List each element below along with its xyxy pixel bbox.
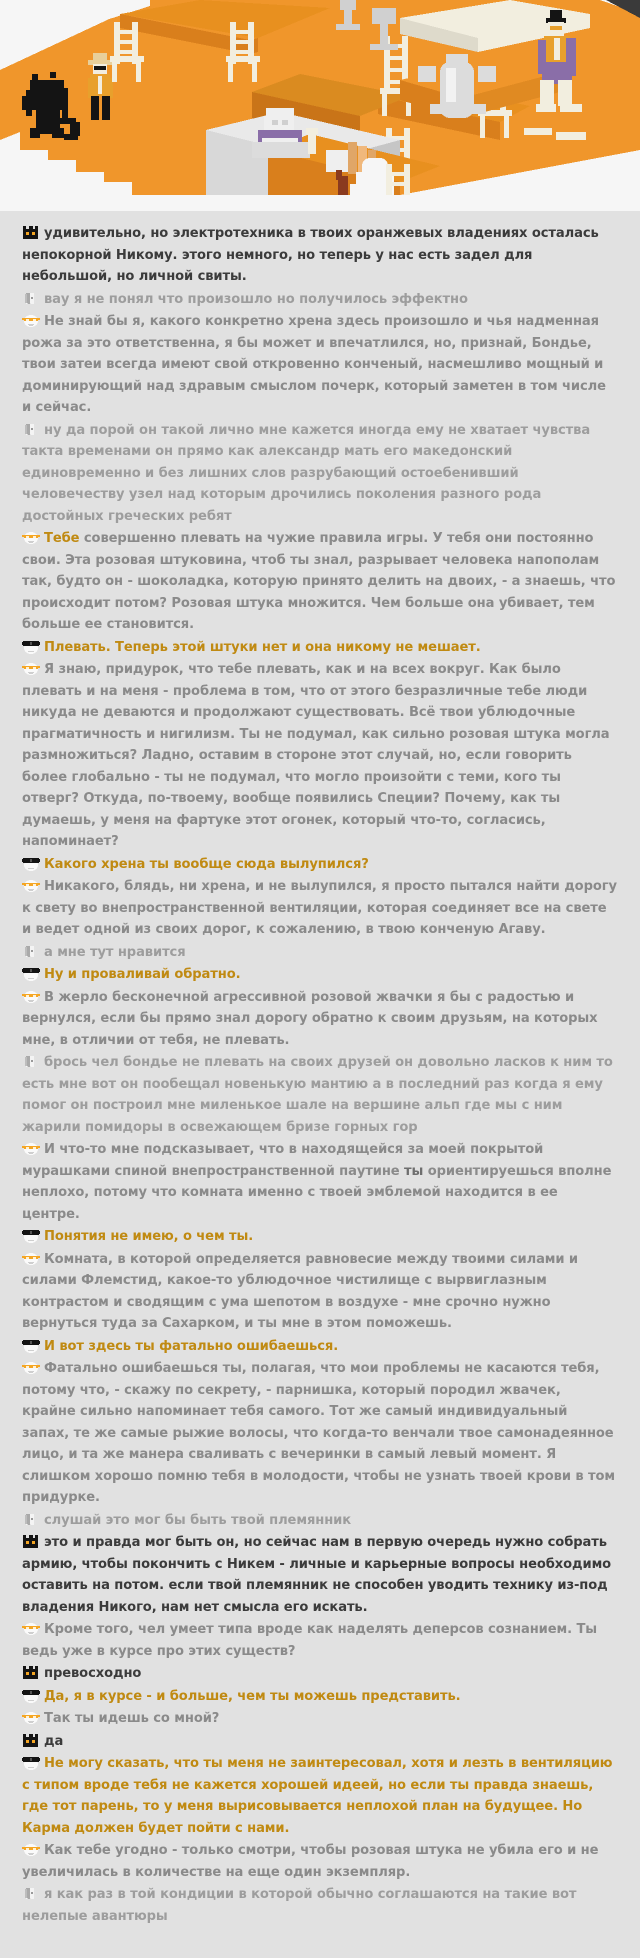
dialog-line [22, 854, 618, 876]
grey-ghost-icon [22, 1054, 40, 1069]
black-cat-head-icon [22, 1665, 40, 1680]
dialog-text: Какого хрена ты вообще сюда вылупился? [44, 856, 369, 872]
dialog-line [22, 659, 618, 853]
dialog-lead-highlight: Тебе [44, 531, 80, 546]
dialog-line [22, 1052, 618, 1138]
dialog-line [22, 1358, 618, 1509]
dialog-line [22, 1731, 618, 1753]
dialog-text: я как раз в той кондиции в которой обычно соглашаются на такие вот нелепые авантюры [22, 1887, 577, 1924]
grey-ghost-icon [22, 944, 40, 959]
black-cat-head-icon [22, 225, 40, 240]
dialog-text: Комната, в которой определяется равновесие между твоими силами и силами Флемстид, какое-то ублюдочное чистилище с вырвиглазным контрастом и сводящим с ума шепотом в воздухе - мне срочно нужно вернуться туда за Сахарком, и ты мне в этом поможешь. [22, 1251, 579, 1331]
dialog-text: И что-то мне подсказывает, что в находящейся за моей покрытой мурашками спиной внепространственной паутине [22, 1142, 544, 1179]
black-cat-head-icon [22, 1733, 40, 1748]
dialog-line [22, 1532, 618, 1618]
dialog-line [22, 311, 618, 419]
dialog-line [22, 964, 618, 986]
white-mask-orange-goggles-icon [22, 530, 40, 545]
white-head-black-shades-icon [22, 1688, 40, 1703]
isometric-room-illustration [0, 0, 640, 195]
grey-ghost-icon [22, 422, 40, 437]
dialog-text: ориентируешься вполне неплохо, потому что комната именно с твоей эмблемой находится в ее центре. [22, 1163, 612, 1222]
grey-ghost-icon [22, 1512, 40, 1527]
dialog-text: И вот здесь ты фатально ошибаешься. [44, 1338, 339, 1354]
dialog-text: Я знаю, придурок, что тебе плевать, как и на всех вокруг. Как было плевать и на меня - проблема в том, что от этого безразличные тебе люди никуда не деваются и продолжают существовать. Всё твои ублюдочные прагматичность и нигилизм. Ты не подумал, как сильно розовая штука могла размножиться? Ладно, оставим в стороне этот случай, но, если говорить более глобально - ты не подумал, что могло произойти с теми, кого ты отверг? Откуда, по-твоему, вообще появились Специи? Почему, как ты думаешь, у меня на фартуке этот огонек, который что-то, согласись, напоминает? [22, 662, 610, 849]
white-mask-orange-goggles-icon [22, 878, 40, 893]
grey-ghost-icon [22, 1886, 40, 1901]
dialog-line [22, 528, 618, 636]
dialog-line [22, 1249, 618, 1335]
white-mask-orange-goggles-icon [22, 1621, 40, 1636]
dialog-text: Плевать. Теперь этой штуки нет и она никому не мешает. [44, 639, 481, 655]
scene-log-divider [0, 195, 640, 211]
dialog-text: ну да порой он такой лично мне кажется иногда ему не хватает чувства такта временами он прямо как александр мать его македонский единовременно и без лишних слов разрубающий остоебенивший человечеству узел над которым дрочились поколения разного рода достойных греческих ребят [22, 422, 591, 524]
dialog-inline-emphasis: ты [404, 1163, 424, 1179]
dialog-text: совершенно плевать на чужие правила игры. У тебя они постоянно свои. Эта розовая штуковина, чтоб ты знал, разрывает человека напополам так, будто он - шоколадка, которую принято делить на двоих, - а знаешь, что происходит потом? Розовая штука множится. Чем больше она убивает, тем больше ее становится. [22, 531, 616, 632]
black-cat-head-icon [22, 1534, 40, 1549]
dialog-line [22, 1226, 618, 1248]
dialog-text: Не знай бы я, какого конкретно хрена здесь произошло и чья надменная рожа за это ответственна, я бы может и впечатлился, но, признай, Бондье, твои затеи всегда имеют свой откровенно конченый, насмешливо мощный и доминирующий над здравым смыслом почерк, который заметен в том числе и сейчас. [22, 314, 606, 415]
white-mask-orange-goggles-icon [22, 661, 40, 676]
white-head-black-shades-icon [22, 966, 40, 981]
dialog-line [22, 223, 618, 288]
dialog-line [22, 420, 618, 528]
dialog-line [22, 942, 618, 964]
dialog-text: Понятия не имею, о чем ты. [44, 1229, 254, 1244]
dialog-text: Никакого, блядь, ни хрена, и не вылупился, я просто пытался найти дорогу к свету во внепространственной вентиляции, которая соединяет все на свете и ведет одной из своих дорог, к сожалению, в твою конченую Агаву. [22, 879, 617, 937]
dialog-text: вау я не понял что произошло но получилось эффектно [44, 291, 468, 307]
dialog-text: Как тебе угодно - только смотри, чтобы розовая штука не убила его и не увеличилась в количестве на еще один экземпляр. [22, 1843, 599, 1880]
dialog-text: Да, я в курсе - и больше, чем ты можешь представить. [44, 1688, 461, 1704]
dialog-text: слушай это мог бы быть твой племянник [44, 1512, 352, 1528]
white-head-black-shades-icon [22, 1338, 40, 1353]
white-head-black-shades-icon [22, 856, 40, 871]
dialog-line [22, 1884, 618, 1927]
dialog-line [22, 637, 618, 659]
white-mask-orange-goggles-icon [22, 1251, 40, 1266]
dialog-text: это и правда мог быть он, но сейчас нам в первую очередь нужно собрать армию, чтобы покончить с Никем - личные и карьерные вопросы необходимо оставить на потом. если твой племянник не способен уводить технику из-под владения Никого, нам нет смысла его искать. [22, 1535, 612, 1615]
dialog-line [22, 1663, 618, 1685]
dialog-line [22, 1708, 618, 1730]
dialog-line [22, 289, 618, 311]
white-head-black-shades-icon [22, 639, 40, 654]
dialog-text: а мне тут нравится [44, 944, 186, 960]
dialog-line [22, 1139, 618, 1225]
dialog-line [22, 1840, 618, 1883]
white-mask-orange-goggles-icon [22, 1360, 40, 1375]
dialog-text: Так ты идешь со мной? [44, 1711, 220, 1726]
dialog-text: превосходно [44, 1666, 142, 1681]
dialog-text: В жерло бесконечной агрессивной розовой жвачки я бы с радостью и вернулся, если бы прямо знал дорогу обратно к своим друзьям, на которых мне, в отличии от тебя, не плевать. [22, 989, 598, 1048]
dialog-log [0, 211, 640, 1958]
dialog-line [22, 876, 618, 941]
white-head-black-shades-icon [22, 1228, 40, 1243]
dialog-text: брось чел бондье не плевать на своих друзей он довольно ласков к ним то есть мне вот он пообещал новенькую мантию а в последний раз когда я ему помог он построил мне миленькое шале на вершине альп где мы с ним жарили помидоры в освежающем бризе горных гор [22, 1055, 613, 1135]
dialog-text: Не могу сказать, что ты меня не заинтересовал, хотя и лезть в вентиляцию с типом вроде тебя не кажется хорошей идеей, но если ты правда знаешь, где тот парень, то у меня вырисовывается неплохой план на будущее. Но Карма должен будет пойти с нами. [22, 1756, 613, 1836]
white-mask-orange-goggles-icon [22, 1710, 40, 1725]
white-mask-orange-goggles-icon [22, 313, 40, 328]
dialog-line [22, 1510, 618, 1532]
dialog-text: Ну и проваливай обратно. [44, 967, 241, 982]
game-scene [0, 0, 640, 195]
white-head-black-shades-icon [22, 1755, 40, 1770]
white-mask-orange-goggles-icon [22, 1842, 40, 1857]
dialog-line [22, 1336, 618, 1358]
dialog-text: удивительно, но электротехника в твоих оранжевых владениях осталась непокорной Никому. этого немного, но теперь у нас есть задел для небольшой, но личной свиты. [22, 226, 599, 284]
grey-ghost-icon [22, 291, 40, 306]
dialog-text: Кроме того, чел умеет типа вроде как наделять деперсов сознанием. Ты ведь уже в курсе про этих существ? [22, 1622, 598, 1659]
dialog-text: Фатально ошибаешься ты, полагая, что мои проблемы не касаются тебя, потому что, - скажу по секрету, - парнишка, который породил жвачек, крайне сильно напоминает тебя самого. Тот же самый индивидуальный запах, те же самые рыжие волосы, что когда-то венчали твое самонадеянное лицо, и та же манера сваливать с вечеринки в самый левый момент. Я слишком хорошо помню тебя в молодости, чтобы не узнать твоей крови в том придурке. [22, 1361, 616, 1505]
white-mask-orange-goggles-icon [22, 1141, 40, 1156]
dialog-text: да [44, 1733, 64, 1749]
dialog-line [22, 987, 618, 1052]
dialog-line [22, 1753, 618, 1839]
dialog-line [22, 1686, 618, 1708]
white-mask-orange-goggles-icon [22, 989, 40, 1004]
dialog-line [22, 1619, 618, 1662]
